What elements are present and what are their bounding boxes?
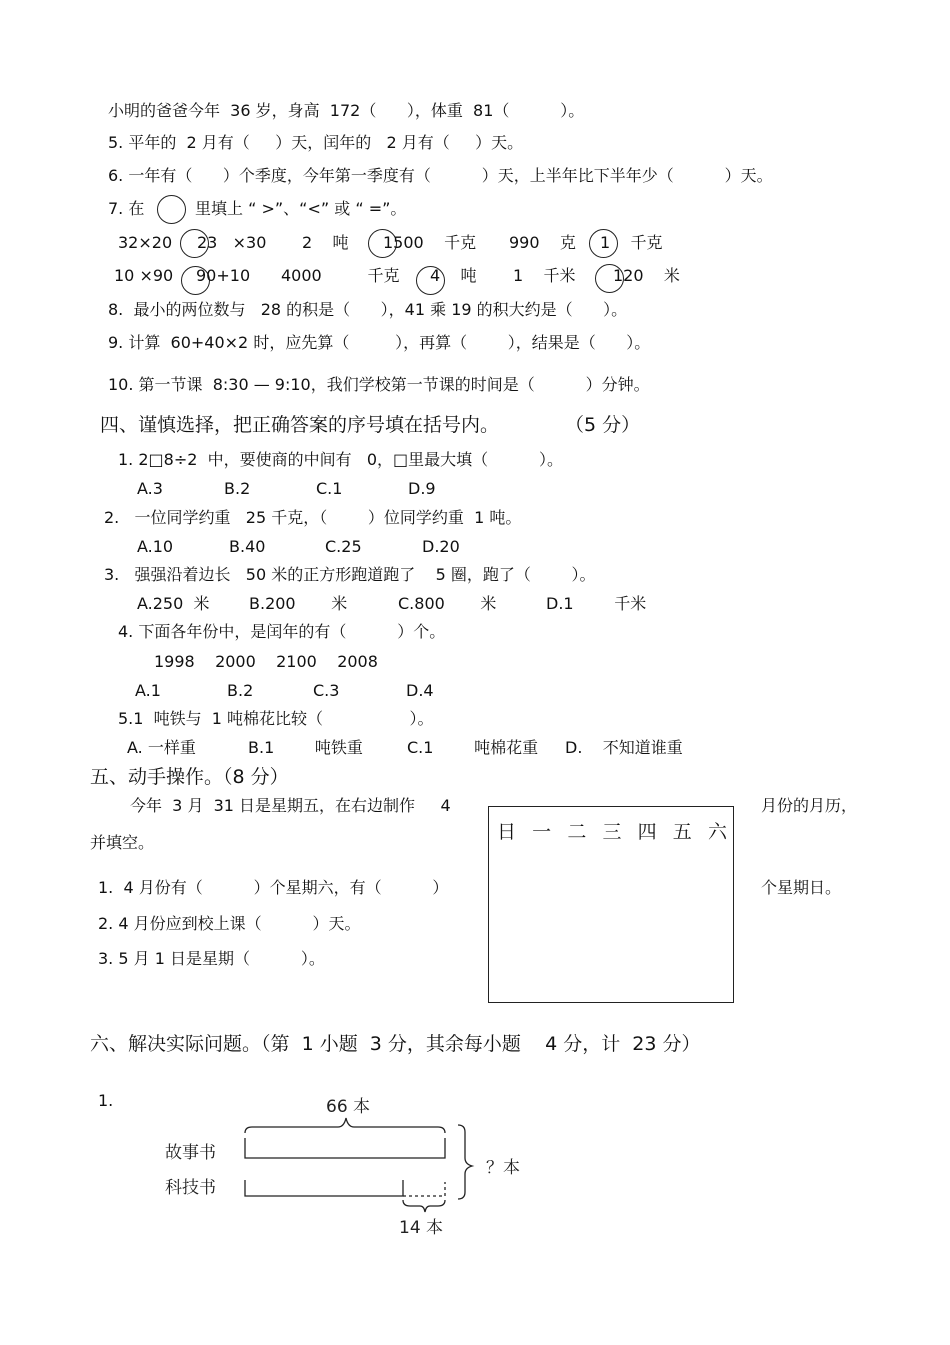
option[interactable]: C.1 吨棉花重 [407,738,539,757]
calendar-header [497,817,727,844]
option[interactable]: C.3 [313,681,340,700]
compare-r2-a: 10 ×90 [114,266,174,285]
compare-r2-c: 4000 千克 [281,266,400,285]
question-10: 10. 第一节课 8:30 — 9:10，我们学校第一节课的时间是（ ）分钟。 [108,375,650,394]
question-7-suffix: 里填上 “ >”、“<” 或 “ =”。 [195,199,407,218]
question-8: 8. 最小的两位数与 28 的积是（ ），41 乘 19 的积大约是（ ）。 [108,300,628,319]
right-brace [458,1125,472,1199]
option[interactable]: B.200 米 [249,594,348,613]
choice-q4-years: 1998 2000 2100 2008 [154,652,378,671]
option[interactable]: D.1 千米 [546,594,647,613]
compare-circle-example [157,195,186,224]
option[interactable]: A.250 米 [137,594,210,613]
calendar-day: 二 [567,821,587,843]
compare-r2-f: 120 米 [613,266,680,285]
section-4-title: 四、谨慎选择，把正确答案的序号填在括号内。 [100,414,500,436]
calendar-box[interactable] [488,806,734,1003]
option[interactable]: C.25 [325,537,362,556]
compare-r1-b: 23 ×30 [197,233,267,252]
section-5-intro: 今年 3 月 31 日是星期五，在右边制作 4 [130,796,451,815]
choice-q1: 1. 2□8÷2 中，要使商的中间有 0，□里最大填（ ）。 [118,450,564,469]
total-brace [245,1118,445,1133]
fill-line-father: 小明的爸爸今年 36 岁，身高 172（ ），体重 81（ ）。 [108,101,585,120]
operation-q2: 2. 4 月份应到校上课（ ）天。 [98,914,361,933]
diagram-question-label: ？本 [486,1158,520,1178]
operation-q1-tail: 个星期日。 [761,878,842,897]
question-7-prefix: 7. 在 [108,199,145,218]
compare-r1-c: 2 吨 [302,233,349,252]
diagram-total-label: 66 本 [326,1097,371,1117]
option[interactable]: D. 不知道谁重 [565,738,683,757]
problem-1-number: 1. [98,1091,114,1110]
choice-q5: 5.1 吨铁与 1 吨棉花比较（ ）。 [118,709,434,728]
operation-q1: 1. 4 月份有（ ）个星期六，有（ ） [98,878,449,897]
choice-q2: 2. 一位同学约重 25 千克，（ ）位同学约重 1 吨。 [104,508,522,527]
diagram-row-science: 科技书 [165,1178,216,1198]
question-9: 9. 计算 60+40×2 时，应先算（ ），再算（ ），结果是（ ）。 [108,333,651,352]
section-5-intro-tail: 月份的月历， [761,796,858,815]
compare-r1-d: 1500 千克 [383,233,477,252]
compare-r2-b: 90+10 [196,266,251,285]
option[interactable]: A.3 [137,479,163,498]
calendar-day: 一 [532,821,552,843]
option[interactable]: C.800 米 [398,594,497,613]
diagram-row-story: 故事书 [165,1143,216,1163]
calendar-day: 四 [637,821,657,843]
calendar-day: 六 [707,821,727,843]
calendar-day: 五 [672,821,692,843]
question-6: 6. 一年有（ ）个季度，今年第一季度有（ ）天，上半年比下半年少（ ）天。 [108,166,773,185]
compare-r2-d: 4 吨 [430,266,477,285]
option[interactable]: C.1 [316,479,343,498]
option[interactable]: B.1 吨铁重 [248,738,363,757]
section-5-title: 五、动手操作。（8 分） [90,766,289,788]
choice-q4: 4. 下面各年份中，是闰年的有（ ）个。 [118,622,446,641]
section-6-title: 六、解决实际问题。（第 1 小题 3 分，其余每小题 4 分，计 23 分） [90,1033,701,1055]
calendar-day: 三 [602,821,622,843]
missing-part-dashed [403,1182,445,1196]
calendar-day: 日 [497,821,517,843]
question-5: 5. 平年的 2 月有（ ）天，闰年的 2 月有（ ）天。 [108,133,524,152]
difference-brace [403,1200,445,1212]
operation-q3: 3. 5 月 1 日是星期（ ）。 [98,949,325,968]
option[interactable]: B.2 [227,681,254,700]
option[interactable]: A. 一样重 [127,738,196,757]
compare-r2-e: 1 千米 [513,266,576,285]
section-4-score: （5 分） [565,414,641,436]
story-books-bar [245,1138,445,1158]
science-books-bar [245,1180,403,1196]
option[interactable]: D.9 [408,479,436,498]
option[interactable]: D.4 [406,681,434,700]
option[interactable]: D.20 [422,537,460,556]
diagram-diff-label: 14 本 [399,1218,444,1238]
choice-q3: 3. 强强沿着边长 50 米的正方形跑道跑了 5 圈，跑了（ ）。 [104,565,596,584]
option[interactable]: A.10 [137,537,174,556]
compare-r1-f: 1 千克 [600,233,663,252]
compare-r1-e: 990 克 [509,233,576,252]
option[interactable]: B.40 [229,537,266,556]
option[interactable]: B.2 [224,479,251,498]
section-5-intro-2: 并填空。 [90,833,155,852]
compare-r1-a: 32×20 [118,233,173,252]
option[interactable]: A.1 [135,681,161,700]
